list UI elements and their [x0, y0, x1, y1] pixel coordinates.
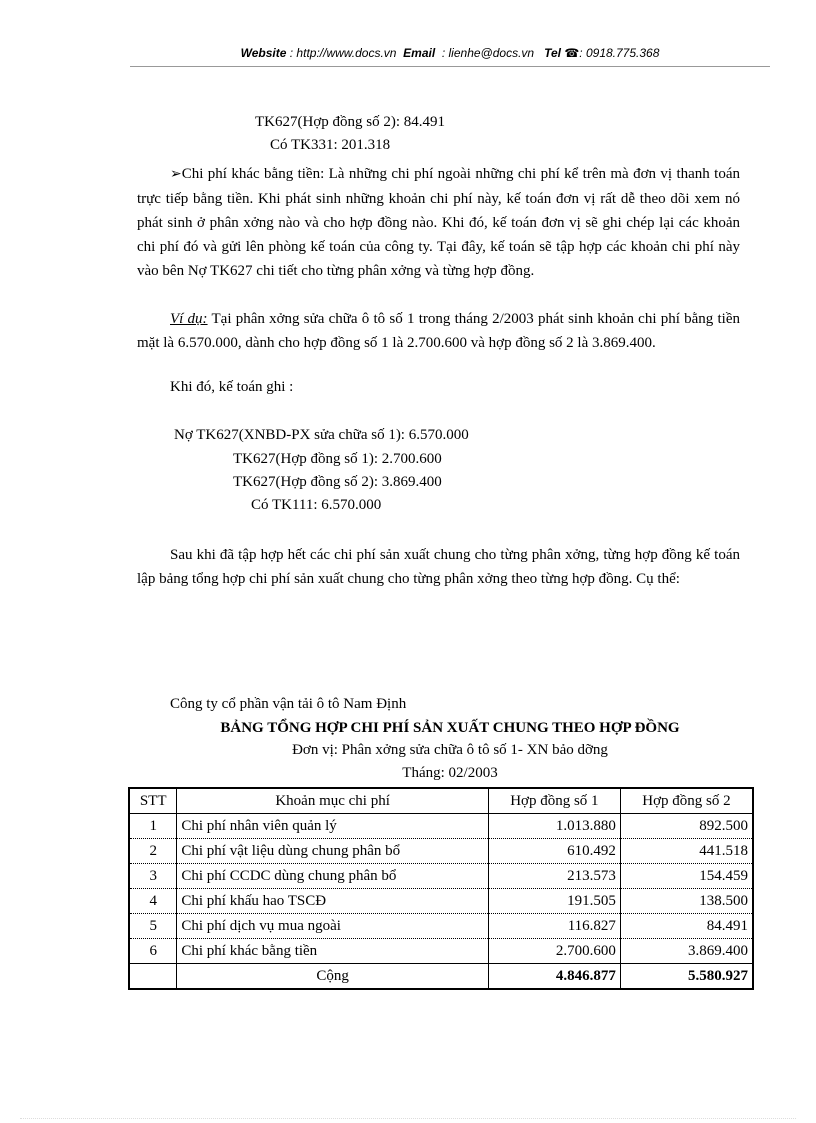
row-contract-1-value: 2.700.600	[488, 939, 620, 964]
entry-top-line-1: TK627(Hợp đồng số 2): 84.491	[255, 114, 446, 130]
paragraph-example	[137, 307, 740, 355]
report-month: Tháng: 02/2003	[402, 765, 498, 781]
row-contract-2-value: 441.518	[620, 839, 753, 864]
record-intro: Khi đó, kế toán ghi :	[170, 379, 294, 395]
column-header-stt: STT	[129, 788, 177, 814]
row-item: Chi phí khấu hao TSCĐ	[177, 889, 488, 914]
row-contract-2-value: 84.491	[620, 914, 753, 939]
total-stt	[129, 964, 177, 990]
row-contract-2-value: 154.459	[620, 864, 753, 889]
paragraph-other-costs-text: Chi phí khác bằng tiền: Là những chi phí ngoài những chi phí kể trên mà đơn vị thanh toán trực tiếp bằng tiền. Khi phát sinh những khoản chi phí này, kế toán đơn vị rất dễ theo dõi xem nó phát sinh ở phân xởng nào và cho hợp đồng nào. Khi đó, kế toán đơn vị sẽ ghi chép lại các khoản chi phí đó và gửi lên phòng kế toán của công ty. Tại đây, kế toán sẽ tập hợp các khoản chi phí này vào bên Nợ TK627 chi tiết cho từng phân xởng và từng hợp đồng.	[137, 166, 740, 279]
column-header-contract-1: Hợp đồng số 1	[488, 788, 620, 814]
row-item: Chi phí khác bằng tiền	[177, 939, 488, 964]
total-row	[129, 964, 753, 990]
table-header-row	[129, 788, 753, 814]
website-label: Website	[240, 46, 287, 60]
table-row	[129, 864, 753, 889]
table-row	[129, 939, 753, 964]
phone-icon: ☎	[564, 46, 580, 60]
total-label: Cộng	[177, 964, 488, 990]
row-contract-2-value: 3.869.400	[620, 939, 753, 964]
report-title: BẢNG TỔNG HỢP CHI PHÍ SẢN XUẤT CHUNG THEO HỢP ĐỒNG	[220, 720, 680, 736]
row-stt: 3	[129, 864, 177, 889]
company-name: Công ty cổ phần vận tải ô tô Nam Định	[170, 696, 407, 712]
paragraph-summary	[137, 543, 740, 591]
table-row	[129, 889, 753, 914]
column-header-item: Khoản mục chi phí	[177, 788, 488, 814]
paragraph-summary-text: Sau khi đã tập hợp hết các chi phí sản xuất chung cho từng phân xởng, từng hợp đồng kế toán lập bảng tổng hợp chi phí sản xuất chung cho từng phân xởng theo từng hợp đồng. Cụ thể:	[137, 547, 740, 587]
bullet-arrow-icon: ➢	[170, 167, 182, 182]
row-contract-1-value: 1.013.880	[488, 814, 620, 839]
row-stt: 6	[129, 939, 177, 964]
total-contract-1-value: 4.846.877	[488, 964, 620, 990]
row-stt: 4	[129, 889, 177, 914]
table-row	[129, 839, 753, 864]
entry-line-2: TK627(Hợp đồng số 1): 2.700.600	[233, 451, 442, 467]
row-contract-1-value: 191.505	[488, 889, 620, 914]
entry-line-4: Có TK111: 6.570.000	[251, 497, 382, 513]
table-row	[129, 914, 753, 939]
paragraph-other-costs	[137, 162, 740, 283]
email-value[interactable]: : lienhe@docs.vn	[441, 46, 535, 60]
example-text: Tại phân xởng sửa chữa ô tô số 1 trong tháng 2/2003 phát sinh khoản chi phí bằng tiền mặt là 6.570.000, dành cho hợp đồng số 1 là 2.700.600 và hợp đồng số 2 là 3.869.400.	[137, 311, 741, 351]
column-header-contract-2: Hợp đồng số 2	[620, 788, 753, 814]
row-item: Chi phí dịch vụ mua ngoài	[177, 914, 488, 939]
website-url[interactable]: : http://www.docs.vn	[289, 46, 397, 60]
row-contract-1-value: 213.573	[488, 864, 620, 889]
row-contract-1-value: 610.492	[488, 839, 620, 864]
footer-divider	[20, 1118, 796, 1119]
cost-summary-table	[128, 787, 754, 990]
entry-line-1: Nợ TK627(XNBD-PX sửa chữa số 1): 6.570.000	[174, 427, 469, 443]
entry-top-line-2: Có TK331: 201.318	[270, 137, 391, 153]
page-header	[130, 46, 770, 60]
row-stt: 2	[129, 839, 177, 864]
row-item: Chi phí nhân viên quản lý	[177, 814, 488, 839]
row-stt: 1	[129, 814, 177, 839]
table-row	[129, 814, 753, 839]
entry-line-3: TK627(Hợp đồng số 2): 3.869.400	[233, 474, 442, 490]
row-contract-2-value: 892.500	[620, 814, 753, 839]
row-item: Chi phí CCDC dùng chung phân bổ	[177, 864, 488, 889]
row-contract-2-value: 138.500	[620, 889, 753, 914]
example-label: Ví dụ:	[170, 311, 208, 327]
row-contract-1-value: 116.827	[488, 914, 620, 939]
header-divider	[130, 66, 770, 67]
report-unit: Đơn vị: Phân xởng sửa chữa ô tô số 1- XN bảo dỡng	[292, 742, 608, 758]
tel-value: : 0918.775.368	[579, 46, 660, 60]
email-label: Email	[403, 46, 436, 60]
row-stt: 5	[129, 914, 177, 939]
total-contract-2-value: 5.580.927	[620, 964, 753, 990]
tel-label: Tel	[544, 46, 561, 60]
row-item: Chi phí vật liệu dùng chung phân bổ	[177, 839, 488, 864]
